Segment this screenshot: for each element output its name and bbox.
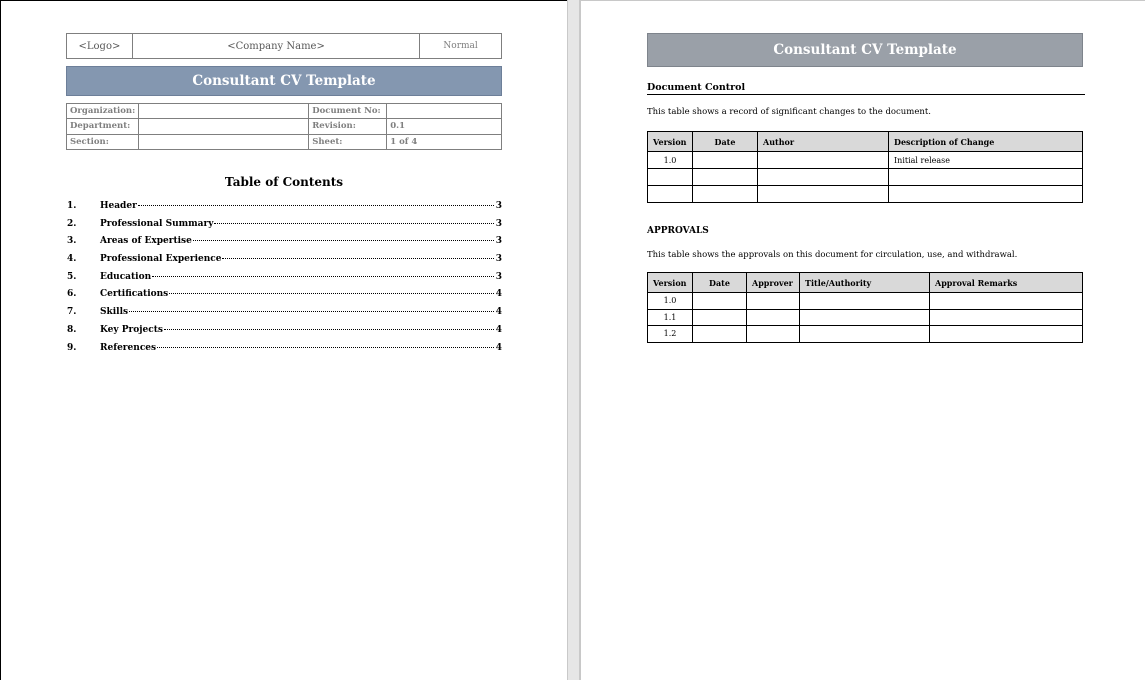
toc-entry-label[interactable]: Education	[100, 271, 152, 282]
toc-list	[67, 201, 502, 360]
toc-entry[interactable]	[67, 219, 502, 237]
toc-entry-number: 6.	[67, 289, 77, 300]
toc-entry-label[interactable]: Certifications	[100, 289, 169, 300]
table-cell[interactable]	[693, 169, 758, 186]
style-indicator: Normal	[443, 41, 478, 51]
toc-entry-label[interactable]: Key Projects	[100, 324, 163, 335]
table-cell[interactable]: 1.0	[648, 152, 693, 169]
approvals-heading: APPROVALS	[647, 226, 709, 236]
table-cell[interactable]	[648, 169, 693, 186]
toc-entry-page: 4	[495, 342, 502, 353]
table-cell[interactable]	[747, 309, 800, 326]
document-control-heading: Document Control	[647, 82, 1085, 95]
column-header: Version	[648, 273, 693, 293]
toc-entry-label[interactable]: Professional Experience	[100, 254, 222, 265]
document-title-banner: Consultant CV Template	[647, 33, 1083, 67]
section-label: Section:	[67, 134, 139, 149]
toc-entry[interactable]	[67, 254, 502, 272]
toc-entry-number: 9.	[67, 342, 77, 353]
toc-entry-page: 4	[495, 307, 502, 318]
table-cell[interactable]	[693, 186, 758, 203]
department-label: Department:	[67, 119, 139, 134]
toc-entry-number: 4.	[67, 254, 77, 265]
table-cell[interactable]: 1.2	[648, 326, 693, 343]
table-row	[648, 326, 1083, 343]
column-header: Version	[648, 132, 693, 152]
table-cell[interactable]: 1.1	[648, 309, 693, 326]
toc-entry[interactable]	[67, 325, 502, 343]
company-name-placeholder[interactable]: <Company Name>	[133, 34, 420, 58]
toc-entry-number: 3.	[67, 236, 77, 247]
toc-entry-label[interactable]: Skills	[100, 307, 129, 318]
toc-entry-page: 3	[495, 218, 502, 229]
table-cell[interactable]	[758, 169, 889, 186]
table-cell[interactable]	[758, 186, 889, 203]
toc-entry-number: 8.	[67, 324, 77, 335]
document-title-banner: Consultant CV Template	[66, 66, 502, 96]
section-value[interactable]	[139, 134, 309, 149]
column-header: Title/Authority	[800, 273, 930, 293]
toc-entry-page: 3	[495, 271, 502, 282]
toc-entry-page: 3	[495, 236, 502, 247]
column-header: Approver	[747, 273, 800, 293]
approvals-table	[647, 272, 1083, 343]
page-gutter	[567, 0, 580, 680]
toc-leader-dots	[164, 329, 494, 330]
toc-leader-dots	[152, 276, 494, 277]
toc-leader-dots	[129, 311, 494, 312]
table-cell[interactable]	[930, 309, 1083, 326]
logo-placeholder[interactable]: <Logo>	[67, 34, 133, 58]
toc-leader-dots	[193, 240, 494, 241]
toc-entry-number: 5.	[67, 271, 77, 282]
sheet-value[interactable]: 1 of 4	[387, 134, 502, 149]
toc-entry[interactable]	[67, 307, 502, 325]
toc-entry-number: 2.	[67, 218, 77, 229]
table-row	[648, 152, 1083, 169]
column-header: Author	[758, 132, 889, 152]
toc-entry-number: 1.	[67, 201, 77, 211]
page-2	[580, 0, 1145, 680]
table-row	[648, 293, 1083, 310]
toc-entry-label[interactable]: Areas of Expertise	[100, 236, 192, 247]
toc-title: Table of Contents	[224, 175, 344, 189]
approvals-description: This table shows the approvals on this document for circulation, use, and withdrawal.	[647, 250, 1018, 260]
document-no-value[interactable]	[387, 104, 502, 119]
toc-entry-label[interactable]: References	[100, 342, 157, 353]
toc-leader-dots	[214, 223, 494, 224]
toc-entry-page: 3	[495, 254, 502, 265]
table-cell[interactable]	[930, 326, 1083, 343]
document-no-label: Document No:	[309, 104, 387, 119]
table-cell[interactable]	[693, 152, 758, 169]
toc-entry[interactable]	[67, 236, 502, 254]
header-table	[66, 33, 502, 59]
table-row	[648, 186, 1083, 203]
toc-entry-page: 4	[495, 289, 502, 300]
toc-entry-label[interactable]: Header	[100, 201, 137, 211]
column-header: Description of Change	[889, 132, 1083, 152]
revision-label: Revision:	[309, 119, 387, 134]
table-cell[interactable]	[747, 326, 800, 343]
toc-entry[interactable]	[67, 289, 502, 307]
document-control-table	[647, 131, 1083, 203]
revision-value[interactable]: 0.1	[387, 119, 502, 134]
document-control-description: This table shows a record of significant changes to the document.	[647, 107, 931, 117]
document-meta-table	[66, 103, 502, 150]
column-header: Approval Remarks	[930, 273, 1083, 293]
table-cell[interactable]	[747, 293, 800, 310]
table-cell[interactable]	[693, 293, 747, 310]
table-cell[interactable]	[889, 186, 1083, 203]
toc-entry-number: 7.	[67, 307, 77, 318]
column-header: Date	[693, 273, 747, 293]
table-cell[interactable]	[800, 293, 930, 310]
toc-leader-dots	[169, 293, 494, 294]
toc-entry-page: 4	[495, 324, 502, 335]
column-header: Date	[693, 132, 758, 152]
toc-leader-dots	[157, 347, 494, 348]
toc-entry[interactable]	[67, 272, 502, 290]
organization-label: Organization:	[67, 104, 139, 119]
sheet-label: Sheet:	[309, 134, 387, 149]
toc-entry-label[interactable]: Professional Summary	[100, 218, 214, 229]
table-cell[interactable]	[758, 152, 889, 169]
table-cell[interactable]	[648, 186, 693, 203]
page-1	[0, 0, 567, 680]
table-cell[interactable]	[889, 169, 1083, 186]
toc-entry-page: 3	[495, 201, 502, 211]
table-cell[interactable]	[800, 309, 930, 326]
organization-value[interactable]	[139, 104, 309, 119]
table-cell[interactable]	[693, 309, 747, 326]
toc-leader-dots	[138, 205, 494, 206]
table-cell[interactable]: Initial release	[889, 152, 1083, 169]
department-value[interactable]	[139, 119, 309, 134]
table-cell[interactable]	[693, 326, 747, 343]
table-cell[interactable]	[800, 326, 930, 343]
table-cell[interactable]: 1.0	[648, 293, 693, 310]
table-row	[648, 169, 1083, 186]
toc-entry[interactable]	[67, 343, 502, 361]
table-cell[interactable]	[930, 293, 1083, 310]
toc-entry[interactable]	[67, 201, 502, 219]
table-row	[648, 309, 1083, 326]
toc-leader-dots	[222, 258, 494, 259]
